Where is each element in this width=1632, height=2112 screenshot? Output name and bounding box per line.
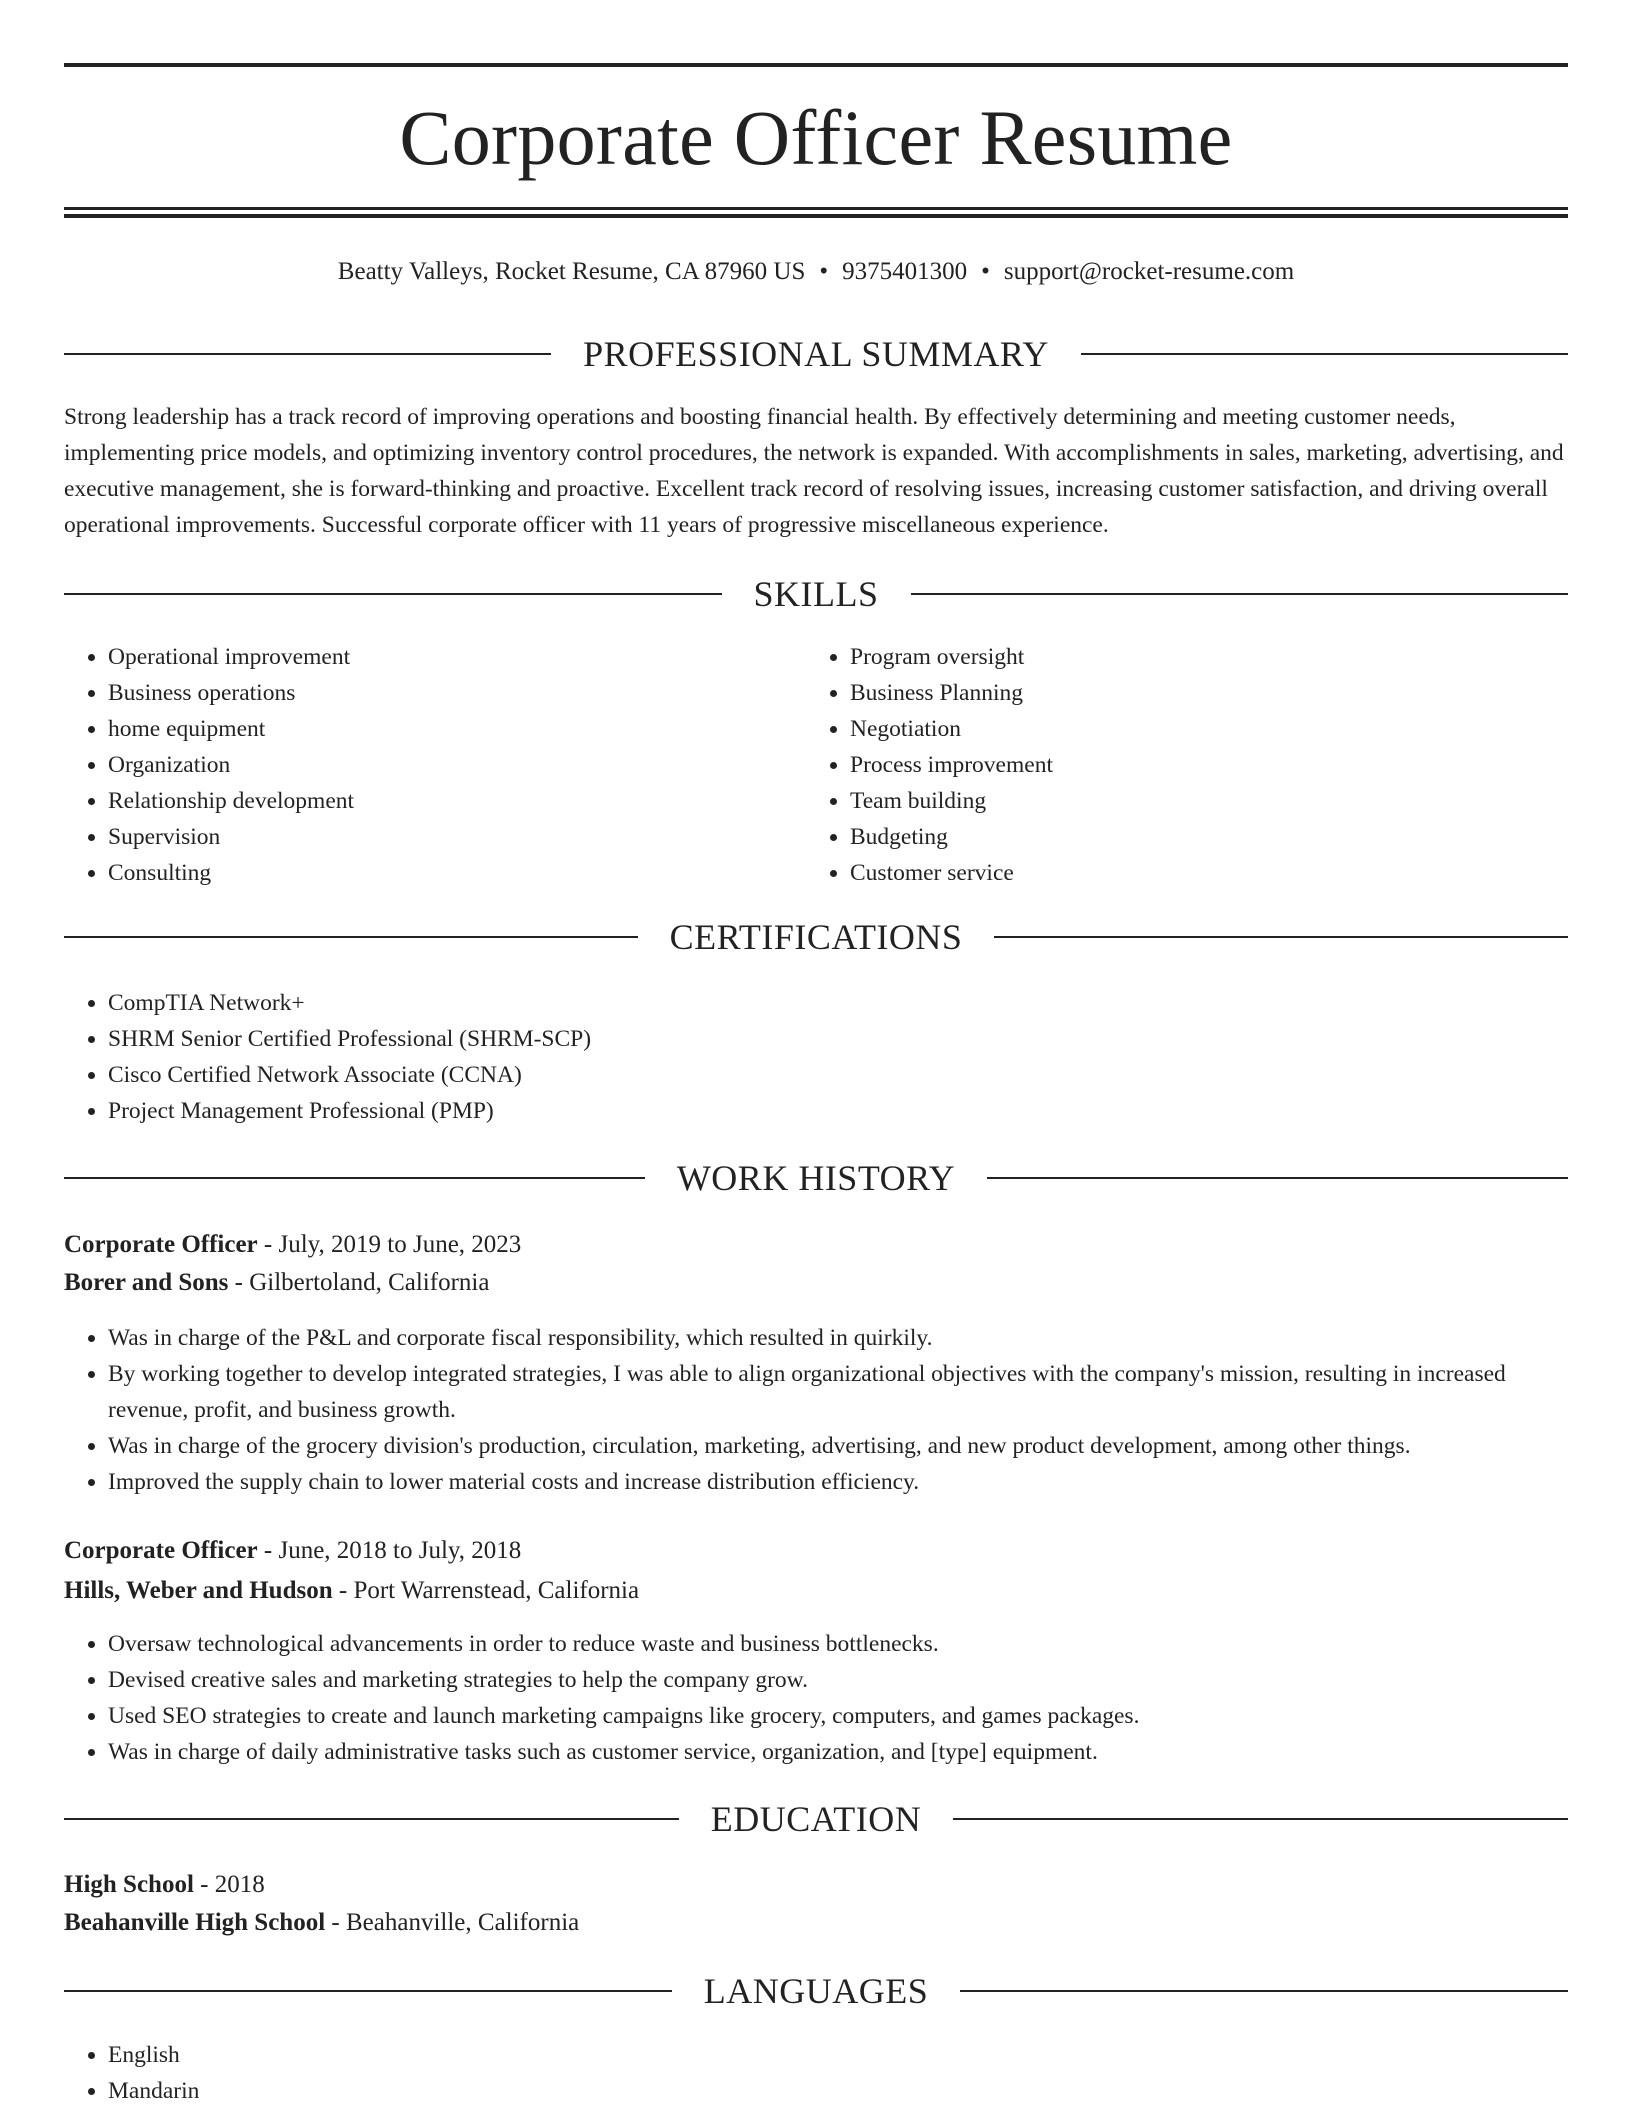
job-title-line: [64, 1226, 1568, 1264]
section-rule: [64, 936, 638, 938]
section-rule: [953, 1818, 1568, 1820]
job-bullet: • By working together to develop integrated strategies, I was able to align organizational objectives with the company's mission, resulting in increased revenue, profit, and business growth.: [108, 1356, 1548, 1428]
certification-item: • CompTIA Network+: [108, 985, 1548, 1021]
job-company: Borer and Sons: [64, 1269, 229, 1296]
education-school-line: [64, 1904, 1568, 1942]
certifications-list: [64, 985, 1548, 1129]
section-rule: [64, 593, 722, 595]
job-company-line: [64, 1264, 1568, 1302]
section-header-skills: [64, 570, 1568, 618]
certification-item: • Project Management Professional (PMP): [108, 1093, 1548, 1129]
section-rule: [64, 1990, 672, 1992]
section-title: EDUCATION: [710, 1799, 922, 1839]
education-location: - Beahanville, California: [325, 1909, 580, 1936]
title-double-rule: [64, 207, 1568, 218]
skill-item: • Operational improvement: [108, 639, 798, 675]
section-rule: [1081, 353, 1568, 355]
job-title-line: [64, 1532, 1568, 1570]
contact-phone: 9375401300: [842, 258, 968, 285]
section-title: LANGUAGES: [703, 1971, 929, 2011]
job-dates: - July, 2019 to June, 2023: [257, 1231, 522, 1258]
skill-item: • Consulting: [108, 855, 798, 891]
contact-address: Beatty Valleys, Rocket Resume, CA 87960 US: [337, 258, 806, 285]
job-bullet: • Improved the supply chain to lower material costs and increase distribution efficiency.: [108, 1464, 1548, 1500]
job-location: - Gilbertoland, California: [228, 1269, 490, 1296]
job-bullets: [64, 1626, 1548, 1770]
skills-list-right: [806, 639, 1540, 891]
contact-email: support@rocket-resume.com: [1003, 258, 1295, 285]
section-rule: [960, 1990, 1568, 1992]
section-rule: [911, 593, 1569, 595]
job-title: Corporate Officer: [64, 1537, 258, 1564]
contact-separator: •: [819, 258, 829, 285]
job-location: - Port Warrenstead, California: [332, 1577, 640, 1604]
resume-title: Corporate Officer Resume: [399, 94, 1233, 181]
education-degree-line: [64, 1866, 1568, 1904]
job-company-line: [64, 1572, 1568, 1610]
job-bullet: • Devised creative sales and marketing strategies to help the company grow.: [108, 1662, 1548, 1698]
skill-item: • Negotiation: [850, 711, 1540, 747]
job-company: Hills, Weber and Hudson: [64, 1577, 333, 1604]
section-header-languages: [64, 1967, 1568, 2015]
section-header-work: [64, 1154, 1568, 1202]
certification-item: • Cisco Certified Network Associate (CCNA): [108, 1057, 1548, 1093]
top-rule: [64, 63, 1568, 67]
language-item: • Mandarin: [108, 2073, 1548, 2109]
job-dates: - June, 2018 to July, 2018: [257, 1537, 522, 1564]
contact-separator: •: [981, 258, 990, 285]
job-bullet: • Was in charge of daily administrative tasks such as customer service, organization, and [type] equipment.: [108, 1734, 1548, 1770]
job-title: Corporate Officer: [64, 1231, 258, 1258]
skill-item: • Relationship development: [108, 783, 798, 819]
skill-item: • Business operations: [108, 675, 798, 711]
section-header-certifications: [64, 913, 1568, 961]
skill-item: • Process improvement: [850, 747, 1540, 783]
skill-item: • Program oversight: [850, 639, 1540, 675]
section-title: SKILLS: [753, 574, 879, 614]
section-title: WORK HISTORY: [676, 1158, 956, 1198]
section-rule: [994, 936, 1568, 938]
section-rule: [64, 1177, 645, 1179]
skill-item: • Customer service: [850, 855, 1540, 891]
skill-item: • home equipment: [108, 711, 798, 747]
section-rule: [987, 1177, 1568, 1179]
section-rule: [64, 1818, 679, 1820]
summary-text: Strong leadership has a track record of improving operations and boosting financial health. By effectively determining and meeting customer needs, implementing price models, and optimizing inventory control procedures, the network is expanded. With accomplishments in sales, marketing, advertising, and executive management, she is forward-thinking and proactive. Excellent track record of resolving issues, increasing customer satisfaction, and driving overall operational improvements. Successful corporate officer with 11 years of progressive miscellaneous experience.: [64, 404, 1564, 538]
section-rule: [64, 353, 551, 355]
job-bullets: [64, 1320, 1548, 1500]
job-bullet: • Was in charge of the grocery division's production, circulation, marketing, advertising, and new product development, among other things.: [108, 1428, 1548, 1464]
job-bullet: • Oversaw technological advancements in order to reduce waste and business bottlenecks.: [108, 1626, 1548, 1662]
skill-item: • Organization: [108, 747, 798, 783]
education-year: - 2018: [193, 1871, 265, 1898]
certification-item: • SHRM Senior Certified Professional (SHRM-SCP): [108, 1021, 1548, 1057]
contact-line: [64, 254, 1568, 290]
job-bullet: • Used SEO strategies to create and launch marketing campaigns like grocery, computers, and games packages.: [108, 1698, 1548, 1734]
skills-list-left: [64, 639, 798, 891]
languages-list: [64, 2037, 1548, 2109]
section-header-summary: [64, 330, 1568, 378]
section-title: PROFESSIONAL SUMMARY: [583, 334, 1049, 374]
job-bullet: • Was in charge of the P&L and corporate fiscal responsibility, which resulted in quirkily.: [108, 1320, 1548, 1356]
education-school: Beahanville High School: [64, 1909, 326, 1936]
skill-item: • Supervision: [108, 819, 798, 855]
section-header-education: [64, 1795, 1568, 1843]
skill-item: • Budgeting: [850, 819, 1540, 855]
education-degree: High School: [64, 1871, 194, 1898]
language-item: • English: [108, 2037, 1548, 2073]
skill-item: • Business Planning: [850, 675, 1540, 711]
skill-item: • Team building: [850, 783, 1540, 819]
section-title: CERTIFICATIONS: [669, 917, 963, 957]
